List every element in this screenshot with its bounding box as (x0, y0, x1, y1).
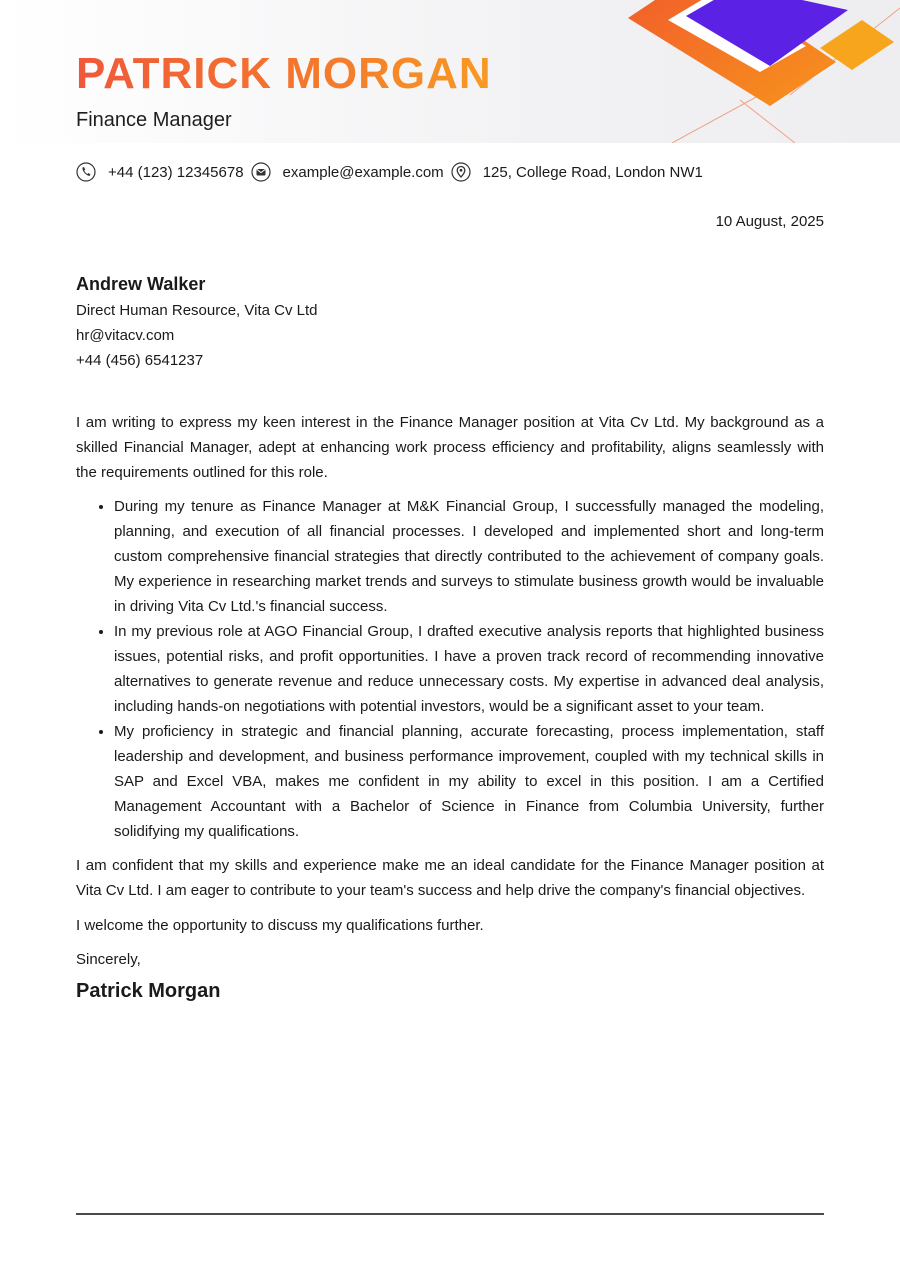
recipient-phone: +44 (456) 6541237 (76, 352, 204, 369)
recipient-block (76, 272, 318, 373)
recipient-title: Direct Human Resource, Vita Cv Ltd (76, 302, 318, 319)
deco-line (740, 100, 795, 143)
list-item: • My proficiency in strategic and financial planning, accurate forecasting, process implementation, staff leadership and development, and business performance improvement, coupled with my technical skills in SAP and Excel VBA, makes me confident in my ability to excel in this position. I am a Certified Management Accountant with a Bachelor of Science in Finance from Columbia University, further solidifying my qualifications. (114, 719, 824, 844)
contact-phone: +44 (123) 12345678 (108, 163, 244, 181)
location-pin-icon (451, 162, 471, 182)
list-item: • In my previous role at AGO Financial Group, I drafted executive analysis reports that highlighted business issues, potential risks, and profit opportunities. I have a proven track record of recommending innovative alternatives to generate revenue and reduce unnecessary costs. My expertise in advanced deal analysis, including hands-on negotiations with potential investors, would be a significant asset to your team. (114, 619, 824, 719)
closing-paragraph: I am confident that my skills and experience make me an ideal candidate for the Finance Manager position at Vita Cv Ltd. I am eager to contribute to your team's success and help drive the company's financial objectives. (76, 857, 824, 899)
deco-line (672, 95, 760, 143)
letter-body (76, 410, 824, 1005)
contact-address: 125, College Road, London NW1 (482, 163, 703, 181)
email-icon (251, 162, 271, 182)
recipient-name: Andrew Walker (76, 274, 206, 294)
contact-email[interactable]: example@example.com (282, 163, 444, 181)
applicant-role: Finance Manager (76, 109, 232, 131)
invitation-paragraph: I welcome the opportunity to discuss my qualifications further. (76, 917, 484, 934)
applicant-name: PATRICK MORGAN (76, 49, 492, 98)
recipient-email[interactable]: hr@vitacv.com (76, 327, 175, 344)
letter-date: 10 August, 2025 (715, 213, 824, 230)
sign-off: Sincerely, (76, 951, 141, 968)
intro-paragraph: I am writing to express my keen interest in the Finance Manager position at Vita Cv Ltd. My background as a skilled Financial Manager, adept at enhancing work process efficiency and profitability, aligns seamlessly with the requirements outlined for this role. (76, 414, 824, 481)
footer-divider (76, 1213, 824, 1215)
phone-icon (76, 162, 96, 182)
achievements-list (76, 494, 824, 844)
list-item: • During my tenure as Finance Manager at M&K Financial Group, I successfully managed the modeling, planning, and execution of all financial processes. I developed and implemented short and long-term custom comprehensive financial strategies that directly contributed to the achievement of company goals. My experience in researching market trends and surveys to stimulate business growth would be invaluable in driving Vita Cv Ltd.'s financial success. (114, 494, 824, 619)
contact-row (76, 160, 710, 184)
signature-name: Patrick Morgan (76, 980, 221, 1002)
